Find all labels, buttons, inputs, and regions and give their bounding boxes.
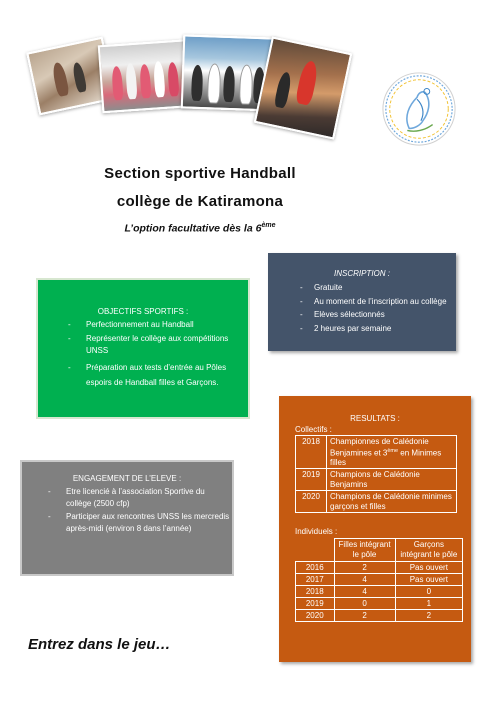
table-row (296, 598, 463, 610)
resultats-box (279, 396, 471, 662)
table-row (296, 574, 463, 586)
table-row (296, 491, 457, 513)
college-logo-icon (380, 70, 458, 148)
collectifs-text: Championnes de Calédonie Benjamines et 3ème en Minimes filles (327, 436, 457, 469)
resultats-heading: RESULTATS : (350, 414, 400, 423)
collectifs-label: Collectifs : (295, 425, 332, 434)
individuels-garcons: Pas ouvert (395, 574, 462, 586)
table-header-row (296, 539, 463, 562)
table-row (296, 436, 457, 469)
objectifs-box (36, 278, 250, 419)
table-row (296, 586, 463, 598)
collectifs-year: 2020 (296, 491, 327, 513)
individuels-garcons: 0 (395, 586, 462, 598)
individuels-filles: 2 (334, 562, 395, 574)
inscription-heading: INSCRIPTION : (333, 269, 390, 278)
objectifs-item: - Représenter le collège aux compétitions UNSS (38, 333, 248, 358)
objectifs-item: - Perfectionnement au Handball (38, 319, 248, 332)
engagement-item: - Participer aux rencontres UNSS les mercredis après-midi (environ 8 dans l’année) (22, 511, 232, 534)
inscription-item: - 2 heures par semaine (268, 322, 456, 336)
header-filles: Filles intégrant le pôle (334, 539, 395, 562)
objectifs-item: - Préparation aux tests d’entrée au Pôles espoirs de Handball filles et Garçons. (38, 360, 248, 390)
collectifs-table (295, 435, 457, 513)
individuels-filles: 0 (334, 598, 395, 610)
engagement-box (20, 460, 234, 576)
objectifs-heading: OBJECTIFS SPORTIFS : (97, 307, 189, 316)
individuels-label: Individuels : (295, 527, 338, 537)
collectifs-text: Champions de Calédonie minimes garçons et filles (327, 491, 457, 513)
table-row (296, 469, 457, 491)
individuels-filles: 4 (334, 574, 395, 586)
inscription-item: - Au moment de l’inscription au collège (268, 295, 456, 309)
engagement-heading: ENGAGEMENT DE L’ELEVE : (72, 474, 182, 483)
individuels-garcons: 2 (395, 610, 462, 622)
inscription-box (268, 253, 456, 351)
inscription-item: - Gratuite (268, 281, 456, 295)
individuels-table (295, 538, 463, 622)
table-row (296, 562, 463, 574)
individuels-year: 2017 (296, 574, 335, 586)
header-garcons: Garçons intégrant le pôle (395, 539, 462, 562)
inscription-item: - Elèves sélectionnés (268, 308, 456, 322)
individuels-year: 2020 (296, 610, 335, 622)
tagline: Entrez dans le jeu… (28, 636, 171, 653)
collectifs-year: 2019 (296, 469, 327, 491)
individuels-garcons: 1 (395, 598, 462, 610)
subtitle: L’option facultative dès la 6ème (124, 222, 276, 235)
individuels-filles: 2 (334, 610, 395, 622)
engagement-item: - Etre licencié à l’association Sportive du collège (2500 cfp) (22, 486, 232, 509)
individuels-year: 2018 (296, 586, 335, 598)
handball-photo-4 (254, 36, 353, 139)
title-line-1: Section sportive Handball (104, 165, 296, 182)
individuels-garcons: Pas ouvert (395, 562, 462, 574)
individuels-year: 2016 (296, 562, 335, 574)
collectifs-year: 2018 (296, 436, 327, 469)
title-line-2: collège de Katiramona (116, 193, 284, 210)
table-row (296, 610, 463, 622)
collectifs-text: Champions de Calédonie Benjamins (327, 469, 457, 491)
individuels-year: 2019 (296, 598, 335, 610)
individuels-filles: 4 (334, 586, 395, 598)
